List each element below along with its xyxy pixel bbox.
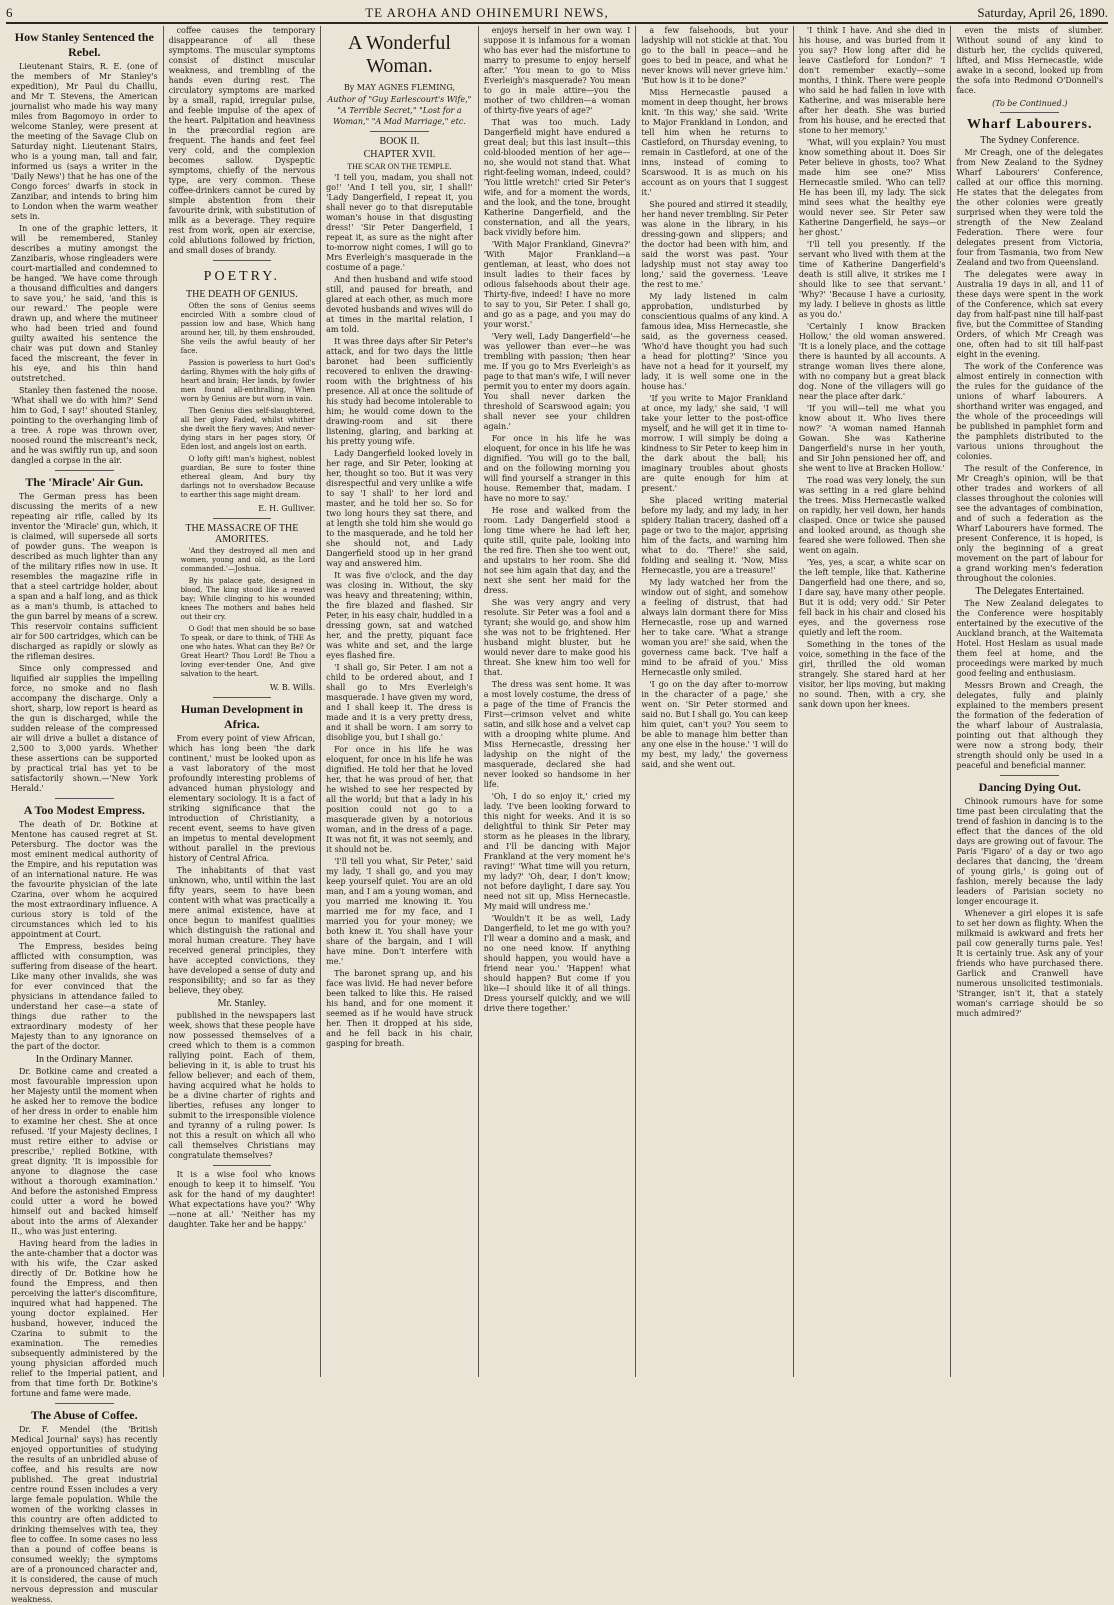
paragraph: 'I'll tell you what, Sir Peter,' said my lady, 'I shall go, and you may keep yourself quiet. You are an old man, and I am a young woman, and you married me knowing it. You married me for my face, and I married you for your money; we both knew it. You shall have your share of the bargain, and I will have mine. Don't interfere with me.'	[326, 857, 473, 966]
verse: By his palace gate, designed in blood, The king stood like a reaved bay; While clinging to his wounded knees The mothers and babes held out their cry.	[180, 577, 316, 621]
paragraph: Miss Hernecastle paused a moment in deep thought, her brows knit. 'In this way,' she said. 'Write to Major Frankland in London, and tell him when he returns to Castleford, on Thursday evening, to remain in Castleford, at one of the inns, instead of coming to Scarswood. It is as much on his account as on yours that I suggest it.'	[641, 88, 788, 197]
verse: 'And they destroyed all men and women, young and old, as the Lord commanded.'—Joshua.	[180, 547, 316, 573]
byline-credits: Author of "Guy Earlescourt's Wife," "A Terrible Secret," "Lost for a Woman," "A Mad Marriage," etc.	[327, 95, 472, 126]
paragraph: The Empress, besides being afflicted with consumption, was suffering from disease of the heart. Like many other invalids, she was for ever convinced that the physicians in attendance failed to understand her case—a state of things due rather to the extraordinary modesty of her Majesty than to any ignorance on the part of the doctor.	[11, 942, 158, 1051]
paragraph: 'I tell you, madam, you shall not go!' 'And I tell you, sir, I shall!' 'Lady Dangerfield, I repeat it, you shall never go to that disreputable woman's house in that disgusting dress!' 'Sir Peter Dangerfield, I repeat it, as sure as the night after to-morrow night comes, I will go to Mrs Everleigh's masquerade in the costume of a page.'	[326, 173, 473, 272]
page-number: 6	[6, 5, 13, 20]
divider	[55, 470, 114, 471]
masthead	[6, 4, 1108, 24]
paragraph: enjoys herself in her own way. I suppose it is infamous for a woman who has ever had the misfortune to marry to presume to enjoy herself after.' 'You mean to go to Miss Everleigh's masquerade? You mean to go in male attire—you the mother of two children—a woman of thirty-five years of age?'	[483, 26, 631, 115]
poem-author: E. H. Gulliver.	[258, 504, 316, 513]
paragraph: The baronet sprang up, and his face was livid. He had never before been talked to like this. He raised his hand, and for one moment it seemed as if he would have struck her. Then it dropped at his side, and he fell back in his chair, gasping for breath.	[326, 969, 473, 1048]
paragraph: published in the newspapers last week, shows that these people have now possessed themselves of a creed which to them is a common rallying point. Each of them, believing in it, is able to trust his fellow believer; and each of them, having acquired what he holds to be a divine charter of rights and liberties, refuses any longer to submit to the irresponsible violence and tyranny of a ruling power. Is not this a result on which all who call themselves Christians may congratulate themselves?	[168, 1011, 316, 1160]
paragraph: The death of Dr. Botkine at Mentone has caused regret at St. Petersburg. The doctor was the most eminent medical authority of the Empire, and his reputation was of an international nature. He was the favourite physician of the late Czarina, over whom he acquired the most extraordinary influence. A curious story is told of the circumstances which led to his appointment at Court.	[11, 820, 158, 939]
paragraph: 'Oh, I do so enjoy it,' cried my lady. 'I've been looking forward to this night for weeks. And it is so delightful to think Sir Peter may storm as he pleases in the library, and I'll be dancing with Major Frankland at the very moment he's raving!' 'What time will you return, my lady?' 'Oh, dear, I don't know; not before daylight, I dare say. You need not sit up, Miss Hernecastle. My maid will undress me.'	[483, 792, 631, 911]
subheading: The Delegates Entertained.	[975, 586, 1085, 597]
divider	[370, 131, 429, 132]
continued-note: (To be Continued.)	[992, 99, 1068, 108]
column-7	[951, 26, 1108, 1377]
paragraph: He rose and walked from the room. Lady Dangerfield stood a long time where he had left her, quite still, quite pale, looking into the red fire. Then she too went out, and upstairs to her room. She did not see him again that day, and the next she sent her maid for the dress.	[483, 506, 631, 595]
paragraph: even the mists of slumber. Without sound of any kind to disturb her, the cyclids quivered, lifted, and Miss Hernecastle, wide awake in a second, looked up from the sofa into Redmond O'Donnell's face.	[956, 26, 1104, 95]
paragraph: 'I shall go, Sir Peter. I am not a child to be ordered about, and I shall go to Mrs Everleigh's masquerade. I have given my word, and I shall keep it. The dress is made and it is a very pretty dress, and it shall be worn. I am sorry to disoblige you, but I shall go.'	[326, 663, 473, 742]
paragraph: The result of the Conference, in Mr Creagh's opinion, will be that other trades and workers of all classes throughout the colonies will see the advantages of combination, and of such a federation as the Wharf Labourers have formed. The present Conference, it is hoped, is only the beginning of a great movement on the part of labour for a grand working men's federation throughout the colonies.	[956, 464, 1104, 583]
subheading: In the Ordinary Manner.	[35, 1054, 133, 1065]
paragraph: Stanley then fastened the noose. 'What shall we do with him?' Send him to God, I say!' shouted Stanley, pointing to the overhanging limb of a tree. A rope was thrown over, noosed round the miscreant's neck, and he was swiftly run up, and soon dangled a corpse in the air.	[11, 386, 158, 465]
paragraph: Lieutenant Stairs, R. E. (one of the members of Mr Stanley's expedition), Mr Paul du Chaillu, and Mr T. Stevens, the American journalist who made his way many miles from Bagomoyo in order to welcome Stanley, were present at the meeting of the Savage Club on Saturday night. Lieutenant Stairs, who is a young man, tall and fair, informed us (says a writer in the 'Daily News') that he has one of the Congo forces' dwarfs in stock in Zanzibar, and intends to bring him to London when the warm weather sets in.	[11, 62, 158, 221]
column-3	[321, 26, 479, 1377]
paragraph: 'If you write to Major Frankland at once, my lady,' she said, 'I will take your letter to the post-office myself, and he will get it in time to-morrow. I will simply be doing a kindness to Sir Peter to keep him in the dark about the ball; his imaginary troubles about ghosts are quite enough for him at present.'	[641, 394, 788, 493]
paragraph: Dr. F. Mendel (the 'British Medical Journal' says) has recently enjoyed opportunities of studying the results of an unbridled abuse of coffee, and his results are now published. The great industrial centre round Essen includes a very large female population. While the women of the working classes in this country are often addicted to drinking themselves with tea, they flee to coffee. In some cases no less than a pound of coffee beans is consumed weekly; the symptoms are of a pronounced character and, it is considered, the cause of much nervous depression and muscular weakness.	[11, 1425, 158, 1604]
verse: O lofty gift! man's highest, noblest guardian, Be sure to foster thine ethereal gleam, And bury thy darlings not to overshadow Because to earther this sage might dream.	[180, 455, 316, 499]
verse: Often the sons of Genius seems encircled With a sombre cloud of passion low and base, Which hang around her, till, by them enshrouded, She veils the awful beauty of her face.	[180, 302, 316, 355]
paragraph: The work of the Conference was almost entirely in connection with the rules for the guidance of the unions of wharf labourers. A shorthand writer was engaged, and the whole of the proceedings will be published in pamphlet form and the pamphlets distributed to the various unions throughout the colonies.	[956, 362, 1104, 461]
verse: Then Genius dies self-slaughtered, all her glory Faded, whilst whither she dwelt the fiery waves; And never-dying stars in her pages story, Of Eden lost, and angels lost on earth.	[180, 407, 316, 451]
headline-africa: Human Development in Africa.	[180, 702, 303, 731]
divider	[213, 260, 272, 261]
column-1	[6, 26, 164, 1604]
chapter-number: CHAPTER XVII.	[363, 149, 436, 160]
issue-date: Saturday, April 26, 1890.	[977, 5, 1108, 20]
paragraph: The dress was sent home. It was a most lovely costume, the dress of a page of the time of Francis the First—crimson velvet and white satin, and silk hose and a velvet cap with a drooping white plume. And Miss Hernecastle, dressing her ladyship on the night of the masquerade, declared she had never looked so handsome in her life.	[483, 680, 631, 789]
paragraph: The road was very lonely, the sun was setting in a red glare behind the trees. Miss Hernecastle walked on rapidly, her veil down, her hands clasped. Once or twice she paused and looked around, as though she feared she were followed. Then she went on again.	[798, 476, 946, 555]
divider	[213, 518, 272, 519]
paragraph: 'I think I have. And she died in his house, and was buried from it you say? How long after did he leave Castleford for London?' 'I don't remember exactly—some months, I think. There were people who said he had fallen in love with Katherine, and was miserable here after her death. She was buried from his house, and he erected that stone to her memory.'	[798, 26, 946, 135]
paragraph: Since only compressed and liquified air supplies the impelling force, no smoke and no flash accompany the discharge. Only a short, sharp, low report is heard as the gun is discharged, while the sudden release of the compressed air will drive a bullet a distance of 2,500 to 3,000 yards. Whether these assertions can be supported by practical trial has yet to be satisfactorily shown.—'New York Herald.'	[11, 664, 158, 793]
paragraph: a few falsehoods, but your ladyship will not stickle at that. You go to the ball in peace—and he goes to bed in peace, and what he never knows will never grieve him.' 'But how is it to be done?'	[641, 26, 788, 85]
column-5	[636, 26, 794, 1377]
paragraph: In one of the graphic letters, it will be remembered, Stanley describes a mutiny amongst the Zanzibaris, whose ringleaders were court-martialled and condemned to be hanged. 'We have come through a thousand difficulties and dangers to save you,' he said, 'and this is our reward.' The people were drawn up, and where the mutineer who had been tried and found guilty awaited his sentence the chair was put down and Stanley faced the miscreant, the fever in his eye, and his thin hand outstretched.	[11, 224, 158, 383]
subheading: The Sydney Conference.	[980, 135, 1080, 146]
column-4	[479, 26, 637, 1377]
chapter-title: THE SCAR ON THE TEMPLE.	[347, 162, 452, 171]
paragraph: It was three days after Sir Peter's attack, and for two days the little baronet had been sufficiently recovered to enliven the drawing-room with the brightness of his presence. All at once the solitude of his study had become intolerable to him; he would come down to the drawing-room and sit there listening, glaring, and barking at his pretty young wife.	[326, 337, 473, 446]
paragraph: The inhabitants of that vast unknown, who, until within the last fifty years, seem to have been content with what was practically a mere animal existence, have at once begun to manifest qualities which distinguish the rational and moral human creature. They have received general principles, they have accepted convictions, they have developed a sense of duty and responsibility; and so far as they believe, they obey.	[168, 866, 316, 995]
paragraph: She poured and stirred it steadily, her hand never trembling. Sir Peter was alone in the library, in his dressing-gown and slippers; and the doctor had been with him, and said the worst was past. 'Your ladyship must not stay away too long,' said the governess. 'Leave the rest to me.'	[641, 200, 788, 289]
divider	[213, 1165, 272, 1166]
paragraph: It is a wise fool who knows enough to keep it to himself. 'You ask for the hand of my daughter! What expectations have you?' 'Why—none at all.' 'Neither has my daughter. Take her and be happy.'	[168, 1170, 316, 1229]
section-title-poetry: POETRY.	[203, 269, 281, 284]
columns	[6, 26, 1108, 1604]
headline-air-gun: The 'Miracle' Air Gun.	[25, 475, 144, 489]
paragraph: Lady Dangerfield looked lovely in her rage, and Sir Peter, looking at her, thought so too. But it was very disrespectful and very unlike a wife to say 'I shall' to her lord and master, and he told her so. So for two long hours they sat there, and at length she told him she would go to the masquerade, and he told her she should not, and Lady Dangerfield stood up in her grand way and answered him.	[326, 449, 473, 568]
paragraph: From every point of view African, which has long been 'the dark continent,' must be looked upon as a vast laboratory of the most profoundly interesting problems of advanced human physiology and elementary sociology. It is a fact of striking significance that the introduction of Christianity, a recent event, seems to have given an impetus to mental development without parallel in the previous history of Central Africa.	[168, 734, 316, 863]
poem-title: THE MASSACRE OF THE AMORITES.	[185, 523, 299, 545]
paragraph: Dr. Botkine came and created a most favourable impression upon her Majesty until the moment when he asked her to remove the bodice of her dress in order to enable him to examine her chest. She at once refused. 'If your Majesty declines, I must retire either to advise or prescribe,' replied Botkine, with great dignity. 'It is impossible for anyone to diagnose the case without a thorough examination.' And before the astonished Empress could utter a word he bowed himself out and backed himself about into the arms of Alexander II., who was just entering.	[11, 1067, 158, 1236]
verse: O God! that men should be so base To speak, or dare to think, of THE As one who hates. What can they Be? Or Great Heart? Thou Lord! Be Thou a loving ever-tender One, And give salvation to the heart.	[180, 625, 316, 678]
paragraph: My lady watched her from the window out of sight, and somehow a feeling of distrust, that had always lain dormant there for Miss Hernecastle, rose up and warned her to take care. 'What a strange woman you are!' she said, when the governess came back. 'I've half a mind to be afraid of you.' Miss Hernecastle only smiled.	[641, 578, 788, 677]
paragraph: 'Yes, yes, a scar, a white scar on the left temple, like that. Katherine Dangerfield had one there, and so, I dare say, have many other people. But it is odd; very odd.' Sir Peter fell back in his chair and closed his eyes, and the governess rose quietly and left the room.	[798, 558, 946, 637]
column-6	[794, 26, 952, 1377]
paragraph: 'Very well, Lady Dangerfield'—he was yellower than ever—he was trembling with passion; 'then hear me. If you go to Mrs Everleigh's as page to that man's wife, I will never permit you to enter my doors again. You shall never darken the threshold of Scarswood again; you shall never see your children again.'	[483, 332, 631, 431]
paragraph: The New Zealand delegates to the Conference were hospitably entertained by the executive of the Auckland branch, at the Waitemata Hotel. Host Heslam as usual made them feel at home, and the proceedings were marked by much good feeling and enthusiasm.	[956, 599, 1104, 678]
paragraph: 'I go on the day after to-morrow in the character of a page,' she went on. 'Sir Peter stormed and said no. But I shall go. You can keep him quiet, can't you? You seem to be able to manage him better than any one else in the house.' 'I will do my best, my lady,' the governess said, and she went out.	[641, 680, 788, 769]
paragraph: 'What, will you explain? You must know something about it. Does Sir Peter believe in ghosts, too? What made him see one?' Miss Hernecastle smiled. 'Who can tell? He has been ill, my lady. The sick mind sees what the healthy eye would never see. Sir Peter saw Katherine Dangerfield, he says—or her ghost.'	[798, 138, 946, 237]
paragraph: The delegates were away in Australia 19 days in all, and 11 of these days were spent in the work of the Conference, which sat every day from half-past nine till half-past five, but the Committee of Standing Orders, of which Mr Creagh was one, often had to sit till half-past eight in the evening.	[956, 270, 1104, 359]
subheading: Mr. Stanley.	[217, 998, 267, 1009]
paragraph: Having heard from the ladies in the ante-chamber that a doctor was with his wife, the Czar asked directly of Dr. Botkine how he found the Empress, and then perceiving the latter's discomfiture, inquired what had happened. The young doctor explained. Her husband, however, induced the Czarina to submit to the examination. The remedies subsequently administered by the young physician afforded much relief to the Imperial patient, and from that time forth Dr. Botkine's fortune and fame were made.	[11, 1239, 158, 1398]
paragraph: coffee causes the temporary disappearance of all these symptoms. The muscular symptoms consist of distinct muscular weakness, and trembling of the hands even during rest. The circulatory symptoms are marked by a small, rapid, irregular pulse, and feeble impulse of the apex of the heart. Palpitation and heaviness in the præcordial region are frequent. The hands and feet feel very cold, and the complexion becomes sallow. Dyspeptic symptoms, chiefly of the nervous type, are very common. These coffee-drinkers cannot be cured by simple abstention from their favourite drink, with substitution of milk as a beverage. They require rest from work, open air exercise, cold ablutions followed by friction, and small doses of brandy.	[168, 26, 316, 255]
headline-coffee: The Abuse of Coffee.	[30, 1408, 138, 1422]
paragraph: That was too much. Lady Dangerfield might have endured a great deal; but this last insult—this cold-blooded mention of her age—no, she would not stand that. What right-feeling woman, indeed, could? 'You little wretch!' cried Sir Peter's wife, and for a moment the words, and the look, and the tone, brought Katherine Dangerfield, and the consternation, and all the years, back vividly before him.	[483, 118, 631, 237]
paragraph: For once in his life he was eloquent, for once in his life he was dignified. 'You will go to the ball, and on the following morning you will find yourself a stranger in this house. Remember that, madam. I have no more to say.'	[483, 434, 631, 503]
divider	[1000, 775, 1059, 776]
verse: Passion is powerless to hurt God's darling, Rhymes with the holy gifts of heart and brain; Her lands, by fowler men found all-enthralling, When worn by Genius are but worn in vain.	[180, 359, 316, 403]
paragraph: Messrs Brown and Creagh, the delegates, fully and plainly explained to the members present the formation of the federation of the wharf labour of Australasia, pointing out that although they were now a strong body, their strength should only be used in a peaceful and beneficial manner.	[956, 681, 1104, 770]
paragraph: She placed writing material before my lady, and my lady, in her spidery Italian tracery, dashed off a page or two to the major, apprising him of the facts, and warning him what to do. 'There!' she said, folding and sealing it. 'Now, Miss Hernecastle, you are a treasure!'	[641, 496, 788, 575]
paragraph: Chinook rumours have for some time past been circulating that the trend of fashion in dancing is to the effect that the dances of the old days are growing out of favour. The Paris 'Figaro' of a day or two ago declares that dancing, the 'dream of young girls,' is going out of fashion, merely because the lady leaders of Parisian society no longer encourage it.	[956, 797, 1104, 906]
book-number: BOOK II.	[379, 136, 420, 147]
paragraph: For once in his life he was eloquent, for once in his life he was dignified. He told her that he loved her, that he was proud of her, that he wished to see her respected by all the world; but that a lady in his position could not go to a masquerade given by a notorious woman, and in the dress of a page. It was not fit, it was not seemly, and it should not be.	[326, 745, 473, 854]
paragraph: Whenever a girl elopes it is safe to set her down as flighty. When the milkmaid is awkward and frets her pail cow generally turns pale. Yes! It is certainly true. Ask any of your friends who have purchased there. Garlick and Cranwell have numerous unsolicited testimonials. 'Stranger, isn't it, that a stately woman's carriage should be so much admired?'	[956, 909, 1104, 1018]
paragraph: 'I'll tell you presently. If the servant who lived with them at the time of Katherine Dangerfield's death is still alive, it strikes me I should like to see that servant.' 'Why?' 'Because I have a curiosity, my lady. I believe in ghosts as little as you do.'	[798, 240, 946, 319]
paragraph: My lady listened in calm approbation, undisturbed by conscientious qualms of any kind. A famous idea, Miss Hernecastle, she said, as the governess ceased. 'Who'd have thought you had such a head for plotting?' 'Since you have not a head for it yourself, my lady, it is well some one in the house has.'	[641, 292, 788, 391]
serial-title: A Wonderful Woman.	[347, 32, 451, 77]
paragraph: The German press has been discussing the merits of a new repeating air rifle, called by its inventor the 'Miracle' gun, which, it is claimed, will supersede all sorts of powder guns. The weapon is described as much lighter than any of the military rifles now in use. It resembles the magazine rifle in that a steel cartridge holder, about a span and a half long, and as thick as a man's thumb, is attached to the gun barrel by means of a screw. This reservoir contains sufficient air for 500 cartridges, which can be discharged as rapidly or slowly as the rifleman desires.	[11, 492, 158, 661]
paragraph: It was five o'clock, and the day was closing in. Without, the sky was heavy and threatening; within, the fire blazed and flashed. Sir Peter, in his easy chair, huddled in a dressing gown, sat and watched her, and the pretty, piquant face was white and set, and the large eyes flashed fire.	[326, 571, 473, 660]
divider	[213, 697, 272, 698]
paragraph: Mr Creagh, one of the delegates from New Zealand to the Sydney Wharf Labourers' Conference, called at our office this morning. He states that the delegates from the other colonies were greatly surprised when they were told the strength of the New Zealand Federation. There were four delegates present from Victoria, four from Tasmania, two from New Zealand and two from Queensland.	[956, 148, 1104, 267]
paragraph: 'Wouldn't it be as well, Lady Dangerfield, to let me go with you? I'll wear a domino and a mask, and no one need know. If anything should happen, you would have a friend near you.' 'Happen! what should happen? But come if you like—I should like it of all things. Dress yourself quickly, and we will drive there together.'	[483, 914, 631, 1013]
divider	[1000, 112, 1059, 113]
paper-title: TE AROHA AND OHINEMURI NEWS,	[365, 5, 609, 20]
headline-empress: A Too Modest Empress.	[23, 803, 145, 817]
paragraph: She was very angry and very resolute. Sir Peter was a fool and a tyrant; she would go, and show him she was not to be frightened. Her husband might bluster, but he would never dare to make good his threat. She knew him too well for that.	[483, 598, 631, 677]
headline-stanley: How Stanley Sentenced the Rebel.	[14, 30, 154, 59]
paragraph: 'Certainly I know Bracken Hollow,' the old woman answered. 'It is a lonely place, and the cottage there is haunted by all accounts. A strange woman lives there alone, with no company but a great black dog. None of the villagers will go near the place after dark.'	[798, 322, 946, 401]
divider	[55, 1403, 114, 1404]
paragraph: And then husband and wife stood still, and paused for breath, and glared at each other, as much more devoted husbands and wives will do at times in the marital relation, I am told.	[326, 275, 473, 334]
paragraph: 'With Major Frankland, Ginevra?' 'With Major Frankland—a gentleman, at least, who does not insult ladies to their faces by odious falsehoods about their age. Thirty-five, indeed! I have no more to say to you, Sir Peter. I shall go, and go as a page, and you may do your worst.'	[483, 240, 631, 329]
poem-author: W. B. Wills.	[269, 683, 316, 692]
column-2	[164, 26, 322, 1377]
paragraph: 'If you will—tell me what you know about it. Who lives there now?' 'A woman named Hannah Gowan. She was Katherine Dangerfield's nurse in her youth, and Sir John pensioned her off, and she went to live at Bracken Hollow.'	[798, 404, 946, 473]
byline: By MAY AGNES FLEMING,	[343, 83, 456, 92]
poem-title: THE DEATH OF GENIUS.	[186, 289, 298, 300]
divider	[55, 798, 114, 799]
paragraph: Something in the tones of the voice, something in the face of the girl, thrilled the old woman strangely. She stared hard at her visitor, her lips moving, but making no sound. Then, with a cry, she sank down upon her knees.	[798, 640, 946, 709]
headline-wharf: Wharf Labourers.	[967, 117, 1093, 132]
headline-dancing: Dancing Dying Out.	[978, 780, 1081, 794]
